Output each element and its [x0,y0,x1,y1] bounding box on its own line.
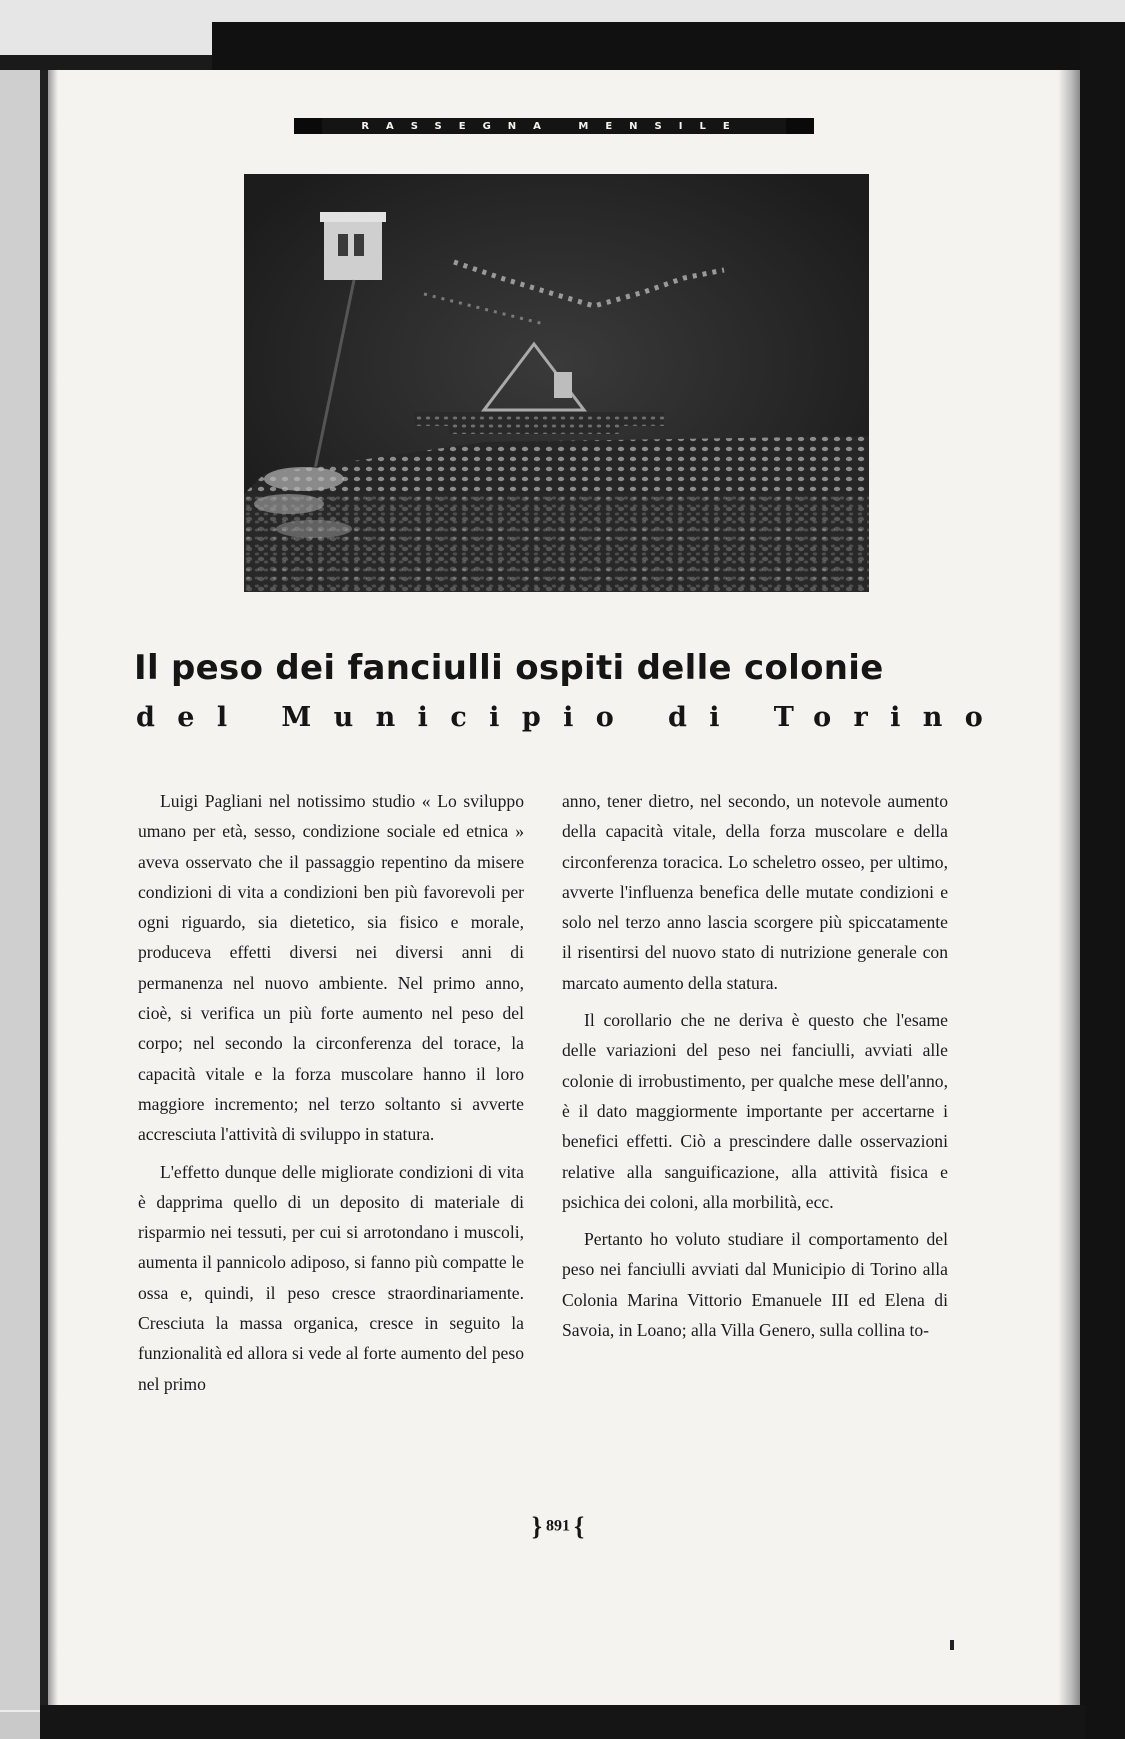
scan-shadow-top-left [0,55,212,71]
page-number-value: 891 [546,1517,570,1535]
paragraph: anno, tener dietro, nel secondo, un notevole aumento della capacità vitale, della forza muscolare e della circonferenza toracica. Lo scheletro osseo, per ultimo, avverte l'influenza benefica delle mutate condizioni e solo nel terzo anno lascia scorgere più spiccatamente il risentirsi del nuovo stato di nutrizione generale con marcato aumento della statura. [562,791,948,993]
paragraph: Luigi Pagliani nel notissimo studio « Lo sviluppo umano per età, sesso, condizione sociale ed etnica » aveva osservato che il passaggio repentino da misere condizioni di vita a condizioni ben più favorevoli per ogni riguardo, sia dietetico, sia fisico e morale, produceva effetti diversi nei diversi anni di permanenza nel nuovo ambiente. Nel primo anno, cioè, si verifica un più forte aumento nel peso del corpo; nel secondo la circonferenza del torace, la capacità vitale e la forza muscolare hanno il loro maggiore incremento; nel terzo soltanto si avverte accresciuta l'attività di sviluppo in statura. [138,791,524,1145]
paragraph: Pertanto ho voluto studiare il comportamento del peso nei fanciulli avviati dal Municipio di Torino alla Colonia Marina Vittorio Emanuele III ed Elena di Savoia, in Loano; alla Villa Genero, sulla collina to- [562,1229,948,1341]
running-header-cap-left [294,118,322,134]
folio-bracket-right: { [574,1512,585,1541]
folio-bracket-left: } [531,1512,542,1541]
running-header [294,118,814,134]
left-column [138,786,524,1406]
scan-shadow-right [1080,22,1125,1739]
article-subtitle: del Municipio di Torino [136,702,1006,733]
scan-shadow-left [40,70,48,1710]
scan-background-left [0,70,40,1710]
article-title: Il peso dei fanciulli ospiti delle colonie [134,648,884,688]
scan-shadow-top [212,22,1082,70]
paragraph: L'effetto dunque delle migliorate condizioni di vita è dapprima quello di un deposito di materiale di risparmio nei tessuti, per cui si arrotondano i muscoli, aumenta il pannicolo adiposo, si fanno più compatte le ossa e, quindi, il peso cresce straordinariamente. Cresciuta la massa organica, cresce in seguito la funzionalità ed allora si vede al forte aumento del peso nel primo [138,1161,524,1394]
document-page [48,70,1080,1705]
paragraph: Il corollario che ne deriva è questo che l'esame delle variazioni del peso nei fanciulli, avviati alle colonie di irrobustimento, per qualche mese dell'anno, è il dato maggiormente importante per accertarne i benefici effetti. Ciò a prescindere dalle osservazioni relative alla sanguificazione, alla attività fisica e psichica dei coloni, alla morbilità, ecc. [562,1010,948,1212]
margin-mark [950,1640,954,1650]
right-column [562,786,948,1352]
page-gutter-shadow [48,70,58,1705]
page-edge-shadow [1058,70,1080,1705]
running-header-cap-right [786,118,814,134]
page-number [498,1512,618,1542]
scan-shadow-bottom [40,1705,1085,1739]
colony-photo-drawing [244,174,869,592]
running-header-text: RASSEGNA MENSILE [361,120,747,132]
colony-photo [244,174,869,592]
scan-background-bottom-left [0,1712,40,1739]
